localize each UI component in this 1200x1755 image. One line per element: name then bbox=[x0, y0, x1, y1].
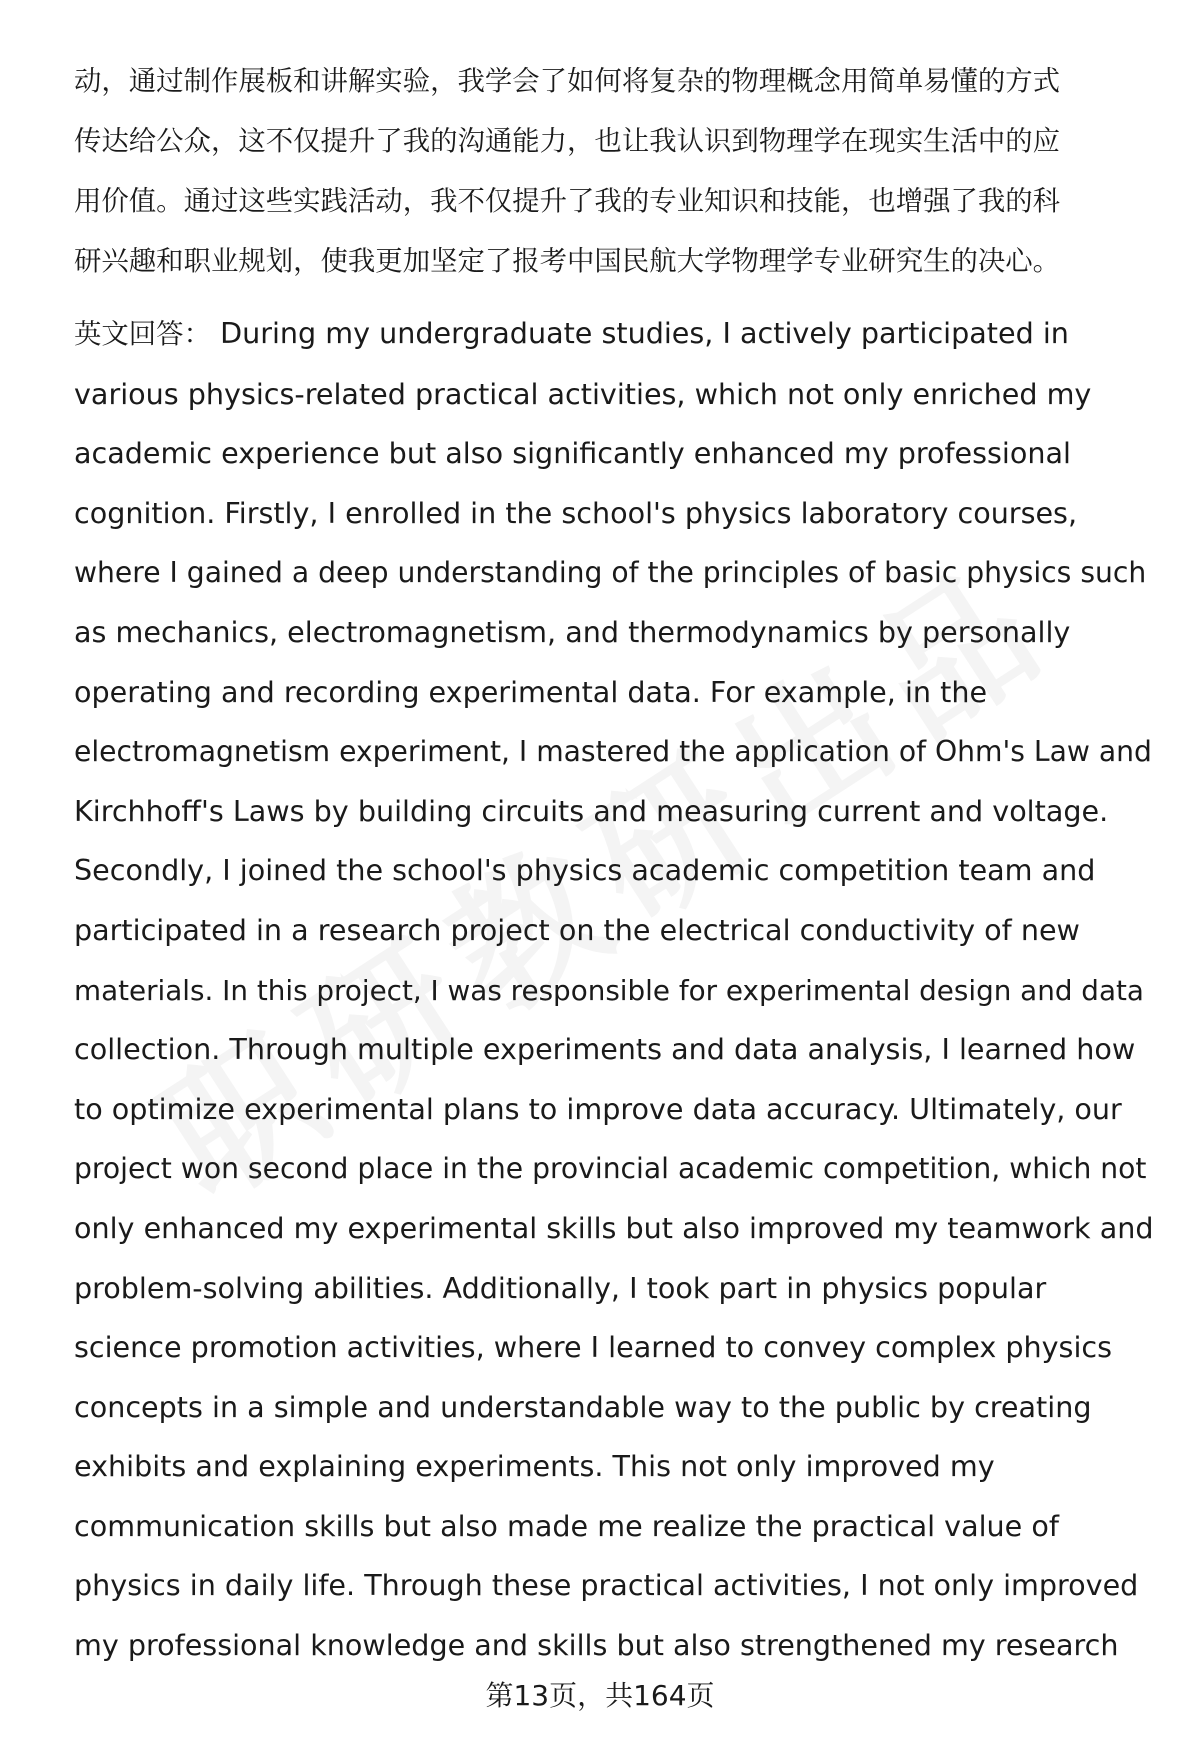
text-line bbox=[74, 304, 1158, 365]
text-line: academic experience but also significantly enhanced my professional bbox=[74, 436, 1071, 471]
text-line: various physics-related practical activities, which not only enriched my bbox=[74, 376, 1092, 411]
text-line: Secondly, I joined the school's physics academic competition team and bbox=[74, 853, 1096, 888]
text-line: only enhanced my experimental skills but also improved my teamwork and bbox=[74, 1210, 1154, 1245]
text-line-content: During my undergraduate studies, I actively participated in bbox=[220, 316, 1069, 350]
text-line: communication skills but also made me realize the practical value of bbox=[74, 1508, 1059, 1543]
chinese-paragraph bbox=[74, 52, 1158, 292]
text-line: as mechanics, electromagnetism, and thermodynamics by personally bbox=[74, 614, 1071, 649]
text-line: materials. In this project, I was responsible for experimental design and data bbox=[74, 973, 1144, 1007]
text-line: cognition. Firstly, I enrolled in the school's physics laboratory courses, bbox=[74, 495, 1078, 530]
text-line: 传达给公众，这不仅提升了我的沟通能力，也让我认识到物理学在现实生活中的应 bbox=[74, 126, 1061, 157]
text-line: physics in daily life. Through these practical activities, I not only improved bbox=[74, 1568, 1139, 1603]
text-line: collection. Through multiple experiments and data analysis, I learned how bbox=[74, 1032, 1136, 1067]
text-line: 用价值。通过这些实践活动，我不仅提升了我的专业知识和技能，也增强了我的科 bbox=[74, 186, 1061, 217]
english-answer-label: 英文回答： bbox=[74, 319, 211, 350]
text-line: 动，通过制作展板和讲解实验，我学会了如何将复杂的物理概念用简单易懂的方式 bbox=[74, 66, 1061, 97]
text-line: science promotion activities, where I learned to convey complex physics bbox=[74, 1330, 1113, 1365]
page-number: 第13页，共164页 bbox=[485, 1679, 715, 1712]
english-answer-paragraph bbox=[74, 304, 1158, 1676]
text-line: where I gained a deep understanding of the principles of basic physics such bbox=[74, 556, 1147, 590]
text-line: to optimize experimental plans to improve data accuracy. Ultimately, our bbox=[74, 1091, 1122, 1126]
text-line: Kirchhoff's Laws by building circuits and measuring current and voltage. bbox=[74, 793, 1109, 828]
text-line: problem-solving abilities. Additionally, I took part in physics popular bbox=[74, 1270, 1047, 1305]
text-line: electromagnetism experiment, I mastered the application of Ohm's Law and bbox=[74, 735, 1152, 769]
text-line: exhibits and explaining experiments. This not only improved my bbox=[74, 1449, 995, 1484]
page-content bbox=[74, 52, 1158, 1676]
text-line: operating and recording experimental data. For example, in the bbox=[74, 674, 988, 709]
text-line: 研兴趣和职业规划，使我更加坚定了报考中国民航大学物理学专业研究生的决心。 bbox=[74, 246, 1061, 277]
text-line: my professional knowledge and skills but also strengthened my research bbox=[74, 1628, 1119, 1663]
text-line: concepts in a simple and understandable way to the public by creating bbox=[74, 1389, 1092, 1424]
text-line: participated in a research project on the electrical conductivity of new bbox=[74, 912, 1080, 947]
text-line: project won second place in the provincial academic competition, which not bbox=[74, 1152, 1147, 1186]
